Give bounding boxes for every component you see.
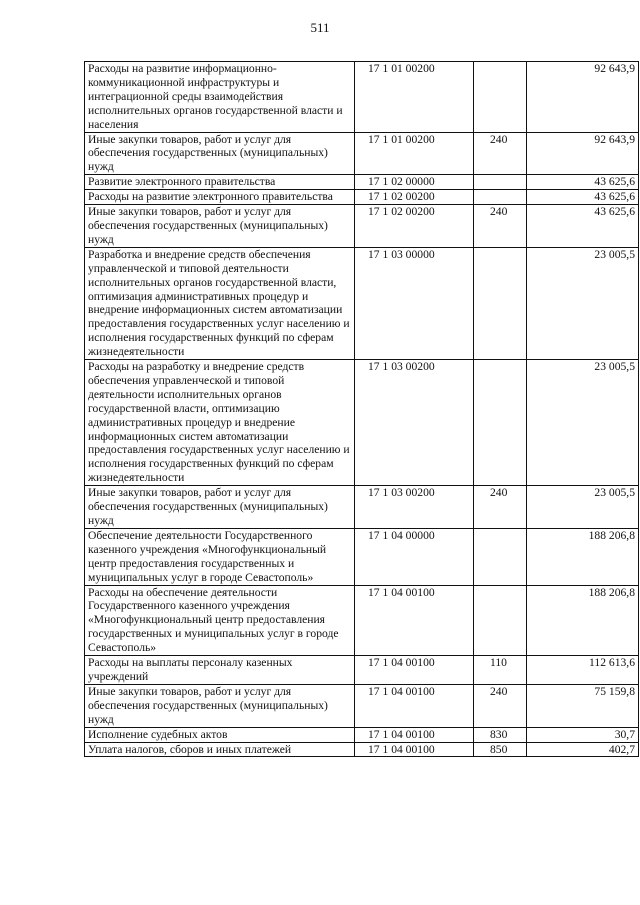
expense-type-code — [474, 585, 527, 656]
target-article-code: 17 1 03 00000 — [355, 247, 474, 359]
amount: 92 643,9 — [527, 62, 639, 133]
expense-type-code — [474, 175, 527, 190]
expense-type-code — [474, 62, 527, 133]
expense-name: Расходы на разработку и внедрение средств обеспечения управленческой и типовой деятельности исполнительных органов государственной власти, оптимизацию административных процедур и внедрение информационных систем автоматизации предоставления государственных услуг населению и исполнения государственных функций по сферам жизнедеятельности — [85, 360, 355, 486]
target-article-code: 17 1 02 00200 — [355, 205, 474, 248]
amount: 402,7 — [527, 742, 639, 757]
expense-name: Иные закупки товаров, работ и услуг для обеспечения государственных (муниципальных) нужд — [85, 684, 355, 727]
expense-name: Обеспечение деятельности Государственного казенного учреждения «Многофункциональный центр предоставления государственных и муниципальных услуг в городе Севастополь» — [85, 528, 355, 585]
target-article-code: 17 1 04 00100 — [355, 742, 474, 757]
target-article-code: 17 1 02 00000 — [355, 175, 474, 190]
table-row — [85, 175, 639, 190]
amount: 188 206,8 — [527, 528, 639, 585]
table-row — [85, 205, 639, 248]
expense-name: Иные закупки товаров, работ и услуг для обеспечения государственных (муниципальных) нужд — [85, 132, 355, 175]
table-row — [85, 190, 639, 205]
amount: 43 625,6 — [527, 190, 639, 205]
expense-name: Разработка и внедрение средств обеспечения управленческой и типовой деятельности исполнительных органов государственной власти, оптимизация административных процедур и внедрение информационных систем автоматизации предоставления государственных услуг населению и исполнения государственных функций по сферам жизнедеятельности — [85, 247, 355, 359]
target-article-code: 17 1 04 00100 — [355, 727, 474, 742]
table-row — [85, 684, 639, 727]
expense-name: Уплата налогов, сборов и иных платежей — [85, 742, 355, 757]
table-row — [85, 247, 639, 359]
amount: 188 206,8 — [527, 585, 639, 656]
table-row — [85, 585, 639, 656]
table-row — [85, 486, 639, 529]
expense-type-code: 240 — [474, 205, 527, 248]
expense-type-code — [474, 528, 527, 585]
budget-table — [84, 61, 639, 757]
expense-name: Расходы на развитие электронного правительства — [85, 190, 355, 205]
target-article-code: 17 1 04 00100 — [355, 656, 474, 685]
expense-type-code: 110 — [474, 656, 527, 685]
expense-type-code: 240 — [474, 132, 527, 175]
amount: 23 005,5 — [527, 247, 639, 359]
amount: 112 613,6 — [527, 656, 639, 685]
expense-type-code: 240 — [474, 684, 527, 727]
expense-type-code — [474, 190, 527, 205]
target-article-code: 17 1 04 00100 — [355, 684, 474, 727]
amount: 92 643,9 — [527, 132, 639, 175]
expense-name: Иные закупки товаров, работ и услуг для обеспечения государственных (муниципальных) нужд — [85, 486, 355, 529]
expense-type-code: 240 — [474, 486, 527, 529]
target-article-code: 17 1 03 00200 — [355, 360, 474, 486]
expense-type-code — [474, 247, 527, 359]
target-article-code: 17 1 01 00200 — [355, 62, 474, 133]
amount: 75 159,8 — [527, 684, 639, 727]
target-article-code: 17 1 03 00200 — [355, 486, 474, 529]
target-article-code: 17 1 04 00000 — [355, 528, 474, 585]
target-article-code: 17 1 02 00200 — [355, 190, 474, 205]
expense-name: Расходы на обеспечение деятельности Государственного казенного учреждения «Многофункциональный центр предоставления государственных и муниципальных услуг в городе Севастополь» — [85, 585, 355, 656]
table-row — [85, 727, 639, 742]
table-row — [85, 62, 639, 133]
target-article-code: 17 1 04 00100 — [355, 585, 474, 656]
expense-name: Иные закупки товаров, работ и услуг для обеспечения государственных (муниципальных) нужд — [85, 205, 355, 248]
expense-name: Расходы на развитие информационно-коммуникационной инфраструктуры и интеграционной среды взаимодействия исполнительных органов государственной власти и населения — [85, 62, 355, 133]
amount: 23 005,5 — [527, 486, 639, 529]
table-row — [85, 528, 639, 585]
expense-name: Расходы на выплаты персоналу казенных учреждений — [85, 656, 355, 685]
amount: 23 005,5 — [527, 360, 639, 486]
amount: 43 625,6 — [527, 205, 639, 248]
amount: 30,7 — [527, 727, 639, 742]
expense-type-code: 830 — [474, 727, 527, 742]
expense-type-code: 850 — [474, 742, 527, 757]
amount: 43 625,6 — [527, 175, 639, 190]
table-row — [85, 132, 639, 175]
page-number: 511 — [310, 20, 330, 35]
target-article-code: 17 1 01 00200 — [355, 132, 474, 175]
expense-type-code — [474, 360, 527, 486]
expense-name: Развитие электронного правительства — [85, 175, 355, 190]
table-row — [85, 360, 639, 486]
table-row — [85, 656, 639, 685]
table-row — [85, 742, 639, 757]
expense-name: Исполнение судебных актов — [85, 727, 355, 742]
